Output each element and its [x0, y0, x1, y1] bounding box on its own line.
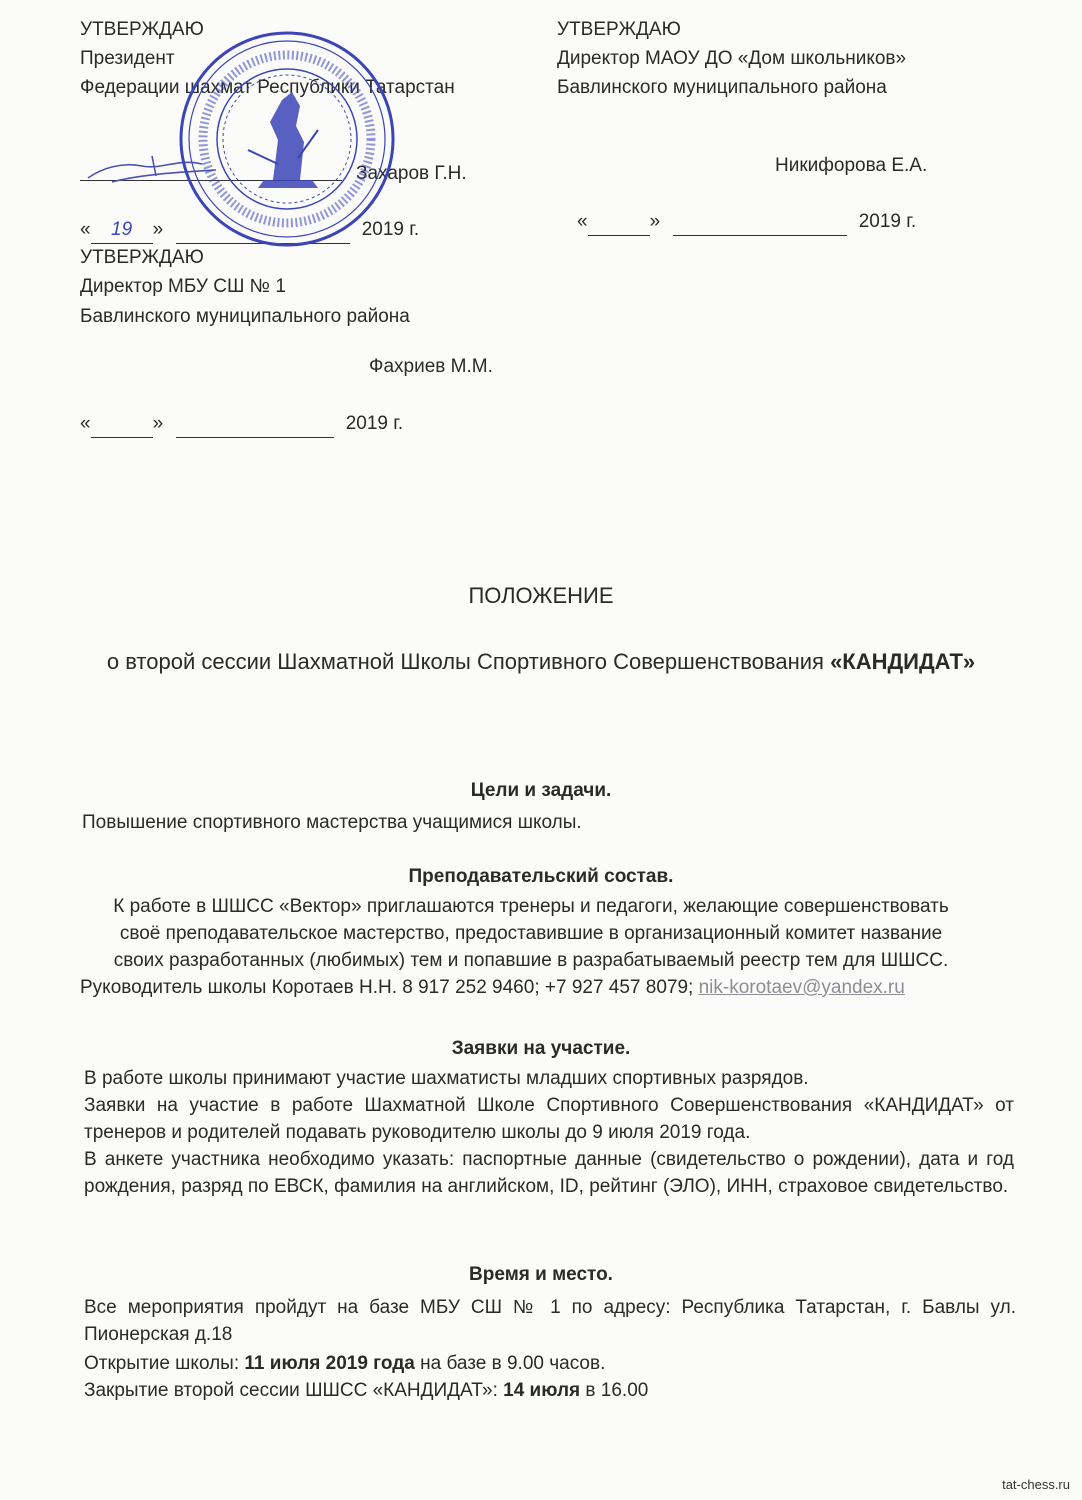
goals-text: Повышение спортивного мастерства учащимися школы. — [82, 812, 582, 833]
approval-right-signatory: Никифорова Е.А. — [775, 155, 928, 176]
closing-line — [84, 1377, 648, 1404]
staff-line-2: своё преподавательское мастерство, предоставившие в организационный комитет название — [119, 923, 943, 944]
time-place-address: Все мероприятия пройдут на базе МБУ СШ № 1 по адресу: Республика Татарстан, г. Бавлы ул. Пионерская д.18 — [84, 1297, 1016, 1345]
opening-date: 11 июля 2019 года — [244, 1353, 415, 1374]
date-close-quote: » — [649, 211, 661, 232]
approval-right-heading: УТВЕРЖДАЮ — [557, 19, 681, 40]
date-year: 2019 г. — [361, 219, 420, 240]
applications-paragraph-1: В работе школы принимают участие шахматисты младших спортивных разрядов. — [84, 1068, 809, 1089]
subtitle-school-name: «КАНДИДАТ» — [830, 649, 976, 674]
section-heading-staff: Преподавательский состав. — [408, 866, 674, 887]
date-close-quote: » — [152, 413, 164, 434]
approval-left-2-organization: Бавлинского муниципального района — [80, 306, 410, 327]
document-title: ПОЛОЖЕНИЕ — [468, 583, 614, 608]
organization-seal — [178, 30, 396, 248]
document-subtitle — [0, 649, 1082, 675]
section-heading-goals: Цели и задачи. — [470, 780, 612, 801]
opening-time: на базе в 9.00 часов. — [414, 1353, 606, 1374]
staff-line-1: К работе в ШШСС «Вектор» приглашаются тренеры и педагоги, желающие совершенствовать — [113, 896, 949, 917]
closing-date: 14 июля — [503, 1380, 581, 1401]
subtitle-text: о второй сессии Шахматной Школы Спортивного Совершенствования — [106, 649, 831, 674]
approval-left-2-heading: УТВЕРЖДАЮ — [80, 247, 204, 268]
approval-left-2-signatory: Фахриев М.М. — [369, 356, 493, 377]
closing-time: в 16.00 — [580, 1380, 649, 1401]
approval-left-1-position: Президент — [80, 48, 175, 69]
approval-right-date — [577, 208, 916, 236]
opening-line — [84, 1350, 605, 1377]
approval-left-2-position: Директор МБУ СШ № 1 — [80, 276, 286, 297]
opening-label: Открытие школы: — [84, 1353, 245, 1374]
date-month-blank — [673, 208, 847, 236]
date-open-quote: « — [80, 219, 91, 240]
approval-right-position: Директор МАОУ ДО «Дом школьников» — [557, 48, 907, 69]
date-year: 2019 г. — [858, 211, 917, 232]
section-heading-time-place: Время и место. — [469, 1264, 613, 1285]
approval-left-1-heading: УТВЕРЖДАЮ — [80, 19, 204, 40]
date-open-quote: « — [80, 413, 91, 434]
date-close-quote: » — [152, 219, 164, 240]
approval-left-1-organization: Федерации шахмат Республики Татарстан — [80, 77, 455, 98]
date-day-blank — [91, 410, 153, 438]
approval-left-1-signatory: Захаров Г.Н. — [356, 163, 467, 184]
staff-contacts-text: Руководитель школы Коротаев Н.Н. 8 917 252 9460; +7 927 457 8079; — [80, 977, 699, 998]
contact-email-link[interactable]: nik-korotaev@yandex.ru — [698, 977, 905, 998]
date-year: 2019 г. — [345, 413, 404, 434]
approval-left-2-date — [80, 410, 403, 438]
site-watermark: tat-chess.ru — [1002, 1477, 1070, 1492]
date-month-blank — [176, 410, 334, 438]
staff-line-3: своих разработанных (любимых) тем и попавшие в разрабатываемый реестр тем для ШШСС. — [113, 950, 949, 971]
closing-label: Закрытие второй сессии ШШСС «КАНДИДАТ»: — [84, 1380, 504, 1401]
applications-paragraph-2: Заявки на участие в работе Шахматной Школе Спортивного Совершенствования «КАНДИДАТ» от тренеров и родителей подавать руководителю школы до 9 июля 2019 года. — [84, 1095, 1014, 1143]
approval-right-organization: Бавлинского муниципального района — [557, 77, 887, 98]
date-open-quote: « — [577, 211, 588, 232]
section-heading-applications: Заявки на участие. — [451, 1038, 631, 1059]
date-day-handwritten: 19 — [91, 216, 153, 244]
applications-paragraph-3: В анкете участника необходимо указать: паспортные данные (свидетельство о рождении), дата и год рождения, разряд по ЕВСК, фамилия на английском, ID, рейтинг (ЭЛО), ИНН, страховое свидетельство. — [84, 1149, 1014, 1197]
date-day-blank — [588, 208, 650, 236]
staff-contacts — [80, 974, 905, 1001]
